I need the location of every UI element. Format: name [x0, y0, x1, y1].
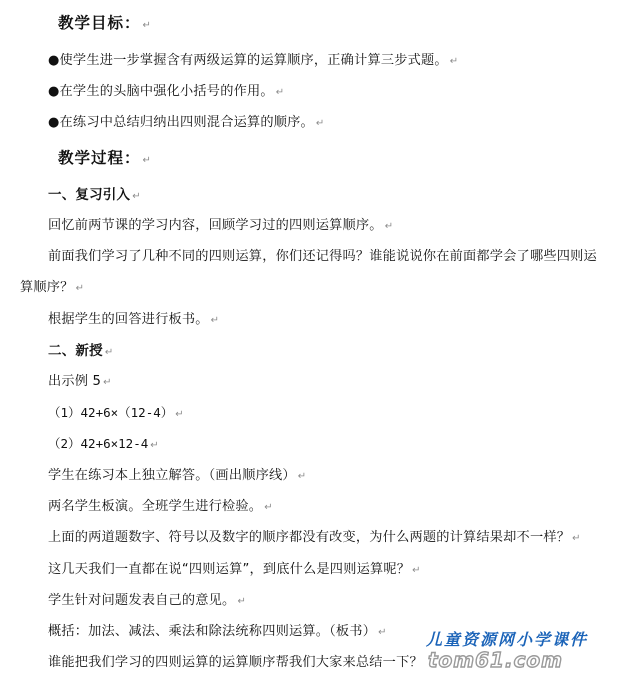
paragraph-text: 上面的两道题数字、符号以及数字的顺序都没有改变，为什么两题的计算结果却不一样？ [48, 530, 571, 545]
paragraph-text: 谁能把我们学习的四则运算的运算顺序帮我们大家来总结一下？ [48, 655, 423, 670]
paragraph-mark-icon: ↵ [175, 409, 184, 420]
part-heading-review [48, 186, 141, 206]
paragraph-mark-icon: ↵ [103, 377, 112, 388]
goal-item [48, 83, 284, 102]
paragraph-text: 出示例 5 [48, 374, 102, 389]
goal-item [48, 114, 325, 133]
section-title-text: 教学过程： [58, 149, 141, 167]
goal-text: 在学生的头脑中强化小括号的作用。 [59, 84, 274, 99]
goal-text: 在练习中总结归纳出四则混合运算的顺序。 [59, 115, 314, 130]
paragraph [48, 373, 112, 392]
paragraph [48, 561, 421, 580]
paragraph [48, 498, 273, 517]
part-heading-text: 二、新授 [48, 343, 103, 359]
paragraph-continuation [20, 279, 84, 298]
paragraph-mark-icon: ↵ [378, 627, 387, 638]
paragraph [48, 529, 581, 548]
paragraph-mark-icon: ↵ [449, 56, 459, 67]
part-heading-text: 一、复习引入 [48, 187, 131, 203]
paragraph-mark-icon: ↵ [150, 440, 159, 451]
section-title-goals [58, 14, 152, 35]
paragraph-mark-icon: ↵ [297, 471, 307, 482]
watermark-title: 儿童资源网小学课件 [426, 630, 589, 649]
paragraph-mark-icon: ↵ [264, 502, 273, 513]
paragraph-mark-icon: ↵ [210, 315, 220, 326]
paragraph-text: 学生在练习本上独立解答。（画出顺序线） [48, 468, 296, 483]
section-title-text: 教学目标： [58, 14, 141, 32]
paragraph-text: 前面我们学习了几种不同的四则运算，你们还记得吗？谁能说说你在前面都学会了哪些四则运 [48, 249, 597, 264]
paragraph-mark-icon: ↵ [142, 155, 152, 166]
paragraph-text: 学生针对问题发表自己的意见。 [48, 593, 236, 608]
site-watermark [418, 626, 626, 673]
bullet-icon: ● [48, 115, 60, 130]
bullet-icon: ● [48, 53, 60, 68]
bullet-icon: ● [48, 84, 60, 99]
paragraph [48, 623, 387, 642]
equation-1 [48, 404, 184, 424]
paragraph-mark-icon: ↵ [132, 191, 141, 202]
paragraph [48, 248, 597, 266]
paragraph-mark-icon: ↵ [315, 118, 325, 129]
paragraph-mark-icon: ↵ [275, 87, 285, 98]
paragraph [48, 217, 393, 236]
paragraph-mark-icon: ↵ [412, 565, 421, 576]
part-heading-new [48, 342, 113, 362]
paragraph-mark-icon: ↵ [104, 347, 114, 358]
paragraph [48, 467, 306, 486]
paragraph [48, 654, 423, 672]
equation-text: （2）42+6×12-4 [48, 436, 149, 451]
equation-2 [48, 435, 159, 455]
paragraph-text: 两名学生板演。全班学生进行检验。 [48, 499, 263, 514]
goal-text: 使学生进一步掌握含有两级运算的运算顺序，正确计算三步式题。 [59, 53, 448, 68]
paragraph-text: 算顺序？ [20, 280, 74, 295]
paragraph-mark-icon: ↵ [75, 283, 85, 294]
section-title-process [58, 149, 152, 170]
paragraph [48, 311, 219, 330]
paragraph-mark-icon: ↵ [142, 20, 152, 31]
paragraph-text: 回忆前两节课的学习内容，回顾学习过的四则运算顺序。 [48, 218, 383, 233]
paragraph [48, 592, 246, 611]
paragraph-text: 这几天我们一直都在说“四则运算”，到底什么是四则运算呢？ [48, 562, 411, 577]
paragraph-text: 概括：加法、减法、乘法和除法统称四则运算。（板书） [48, 624, 377, 639]
paragraph-text: 根据学生的回答进行板书。 [48, 312, 209, 327]
paragraph-mark-icon: ↵ [237, 596, 247, 607]
watermark-site: tom61.com [428, 648, 564, 672]
equation-text: （1）42+6×（12-4） [48, 405, 174, 420]
goal-item [48, 52, 458, 71]
paragraph-mark-icon: ↵ [572, 533, 581, 544]
paragraph-mark-icon: ↵ [384, 221, 394, 232]
